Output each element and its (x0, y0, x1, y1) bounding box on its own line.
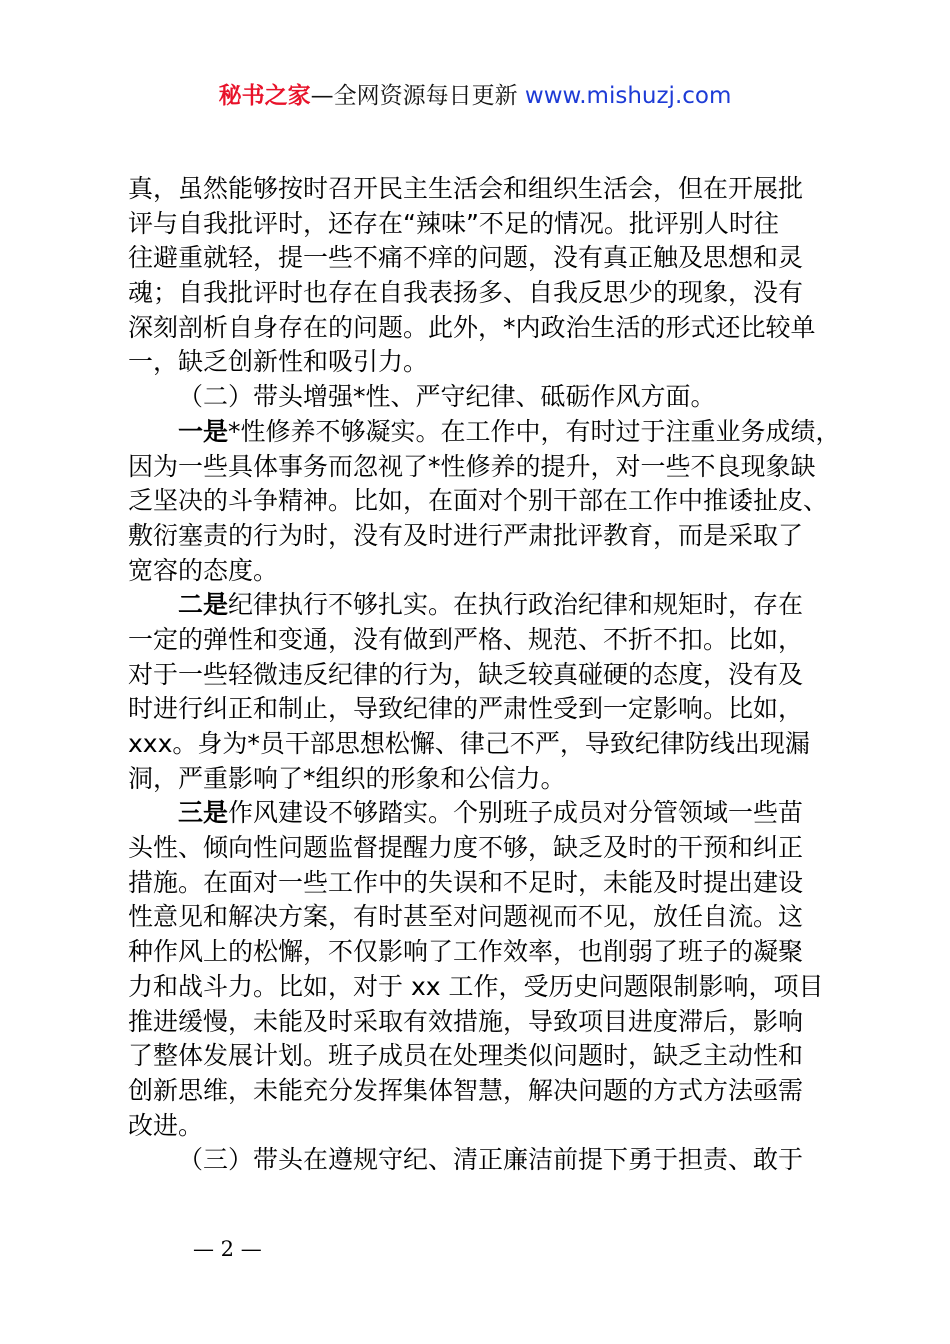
line-text: 魂；自我批评时也存在自我表扬多、自我反思少的现象，没有 (128, 278, 804, 308)
paragraph-line (128, 900, 828, 935)
line-text: 真，虽然能够按时召开民主生活会和组织生活会，但在开展批 (128, 174, 804, 203)
paragraph-line (128, 311, 828, 346)
line-text: xxx。身为*员干部思想松懈、律己不严，导致纪律防线出现漏 (128, 729, 810, 758)
line-text: 力和战斗力。比如，对于 xx 工作，受历史问题限制影响，项目 (128, 971, 824, 1001)
page-number: — 2 — (193, 1237, 262, 1261)
paragraph-line (128, 623, 828, 658)
line-text: 纪律执行不够扎实。在执行政治纪律和规矩时，存在 (228, 590, 804, 620)
paragraph-line (128, 866, 828, 901)
line-text: *性修养不够凝实。在工作中，有时过于注重业务成绩， (228, 416, 841, 446)
paragraph-line (128, 380, 828, 415)
line-text: 改进。 (128, 1110, 204, 1140)
line-text: 性意见和解决方案，有时甚至对问题视而不见，放任自流。这 (128, 902, 804, 932)
paragraph-line (128, 554, 828, 589)
line-text: 乏坚决的斗争精神。比如，在面对个别干部在工作中推诿扯皮、 (128, 486, 829, 516)
site-tagline: —全网资源每日更新 (310, 83, 525, 109)
line-text: 时进行纠正和制止，导致纪律的严肃性受到一定影响。比如， (128, 694, 804, 724)
site-brand: 秘书之家 (218, 83, 311, 109)
paragraph-line (128, 450, 828, 485)
paragraph (128, 380, 828, 415)
line-text: （二）带头增强*性、严守纪律、砥砺作风方面。 (178, 382, 716, 412)
paragraph-line (128, 935, 828, 970)
paragraph-line (128, 970, 828, 1005)
line-text: 作风建设不够踏实。个别班子成员对分管领域一些苗 (228, 798, 804, 828)
paragraph (128, 796, 828, 1143)
paragraph-line (128, 207, 828, 242)
line-text: 一定的弹性和变通，没有做到严格、规范、不折不扣。比如， (128, 624, 804, 654)
line-text: 洞，严重影响了*组织的形象和公信力。 (128, 763, 566, 793)
paragraph-line (128, 241, 828, 276)
line-text: 深刻剖析自身存在的问题。此外，*内政治生活的形式还比较单 (128, 312, 816, 342)
paragraph-line (128, 831, 828, 866)
paragraph-line (128, 484, 828, 519)
paragraph-line (128, 658, 828, 693)
paragraph-line (128, 1143, 828, 1178)
paragraph-lead: 一是 (178, 416, 229, 446)
paragraph (128, 415, 841, 588)
paragraph (128, 588, 828, 796)
paragraph-line (128, 1109, 828, 1144)
line-text: 创新思维，未能充分发挥集体智慧，解决问题的方式方法亟需 (128, 1075, 804, 1105)
line-text: 头性、倾向性问题监督提醒力度不够，缺乏及时的干预和纠正 (128, 833, 804, 863)
paragraph-line (128, 588, 828, 623)
paragraph-lead: 三是 (178, 798, 229, 828)
line-text: 措施。在面对一些工作中的失误和不足时，未能及时提出建设 (128, 867, 804, 897)
line-text: 对于一些轻微违反纪律的行为，缺乏较真碰硬的态度，没有及 (128, 659, 804, 689)
paragraph-line (128, 415, 841, 450)
line-text: 种作风上的松懈，不仅影响了工作效率，也削弱了班子的凝聚 (128, 937, 804, 967)
site-url-link[interactable]: www.mishuzj.com (524, 83, 732, 109)
paragraph-line (128, 276, 828, 311)
line-text: 了整体发展计划。班子成员在处理类似问题时，缺乏主动性和 (128, 1041, 804, 1071)
line-text: （三）带头在遵规守纪、清正廉洁前提下勇于担责、敢于 (178, 1145, 804, 1175)
paragraph-line (128, 1074, 828, 1109)
paragraph-line (128, 519, 828, 554)
line-text: 因为一些具体事务而忽视了*性修养的提升，对一些不良现象缺 (128, 451, 816, 481)
paragraph-line (128, 692, 828, 727)
paragraph-line (128, 172, 828, 207)
site-header (0, 80, 950, 112)
paragraph-line (128, 727, 828, 762)
paragraph-line (128, 345, 828, 380)
line-text: 评与自我批评时，还存在“辣味”不足的情况。批评别人时往 (128, 208, 779, 238)
paragraph (128, 172, 828, 380)
document-body (128, 172, 841, 1178)
line-text: 宽容的态度。 (128, 555, 279, 585)
paragraph-line (128, 1039, 828, 1074)
line-text: 往避重就轻，提一些不痛不痒的问题，没有真正触及思想和灵 (128, 243, 804, 273)
paragraph-lead: 二是 (178, 590, 229, 620)
line-text: 一，缺乏创新性和吸引力。 (128, 347, 429, 377)
line-text: 敷衍塞责的行为时，没有及时进行严肃批评教育，而是采取了 (128, 520, 804, 550)
paragraph (128, 1143, 828, 1178)
line-text: 推进缓慢，未能及时采取有效措施，导致项目进度滞后，影响 (128, 1006, 804, 1036)
paragraph-line (128, 796, 828, 831)
paragraph-line (128, 762, 828, 797)
paragraph-line (128, 1005, 828, 1040)
